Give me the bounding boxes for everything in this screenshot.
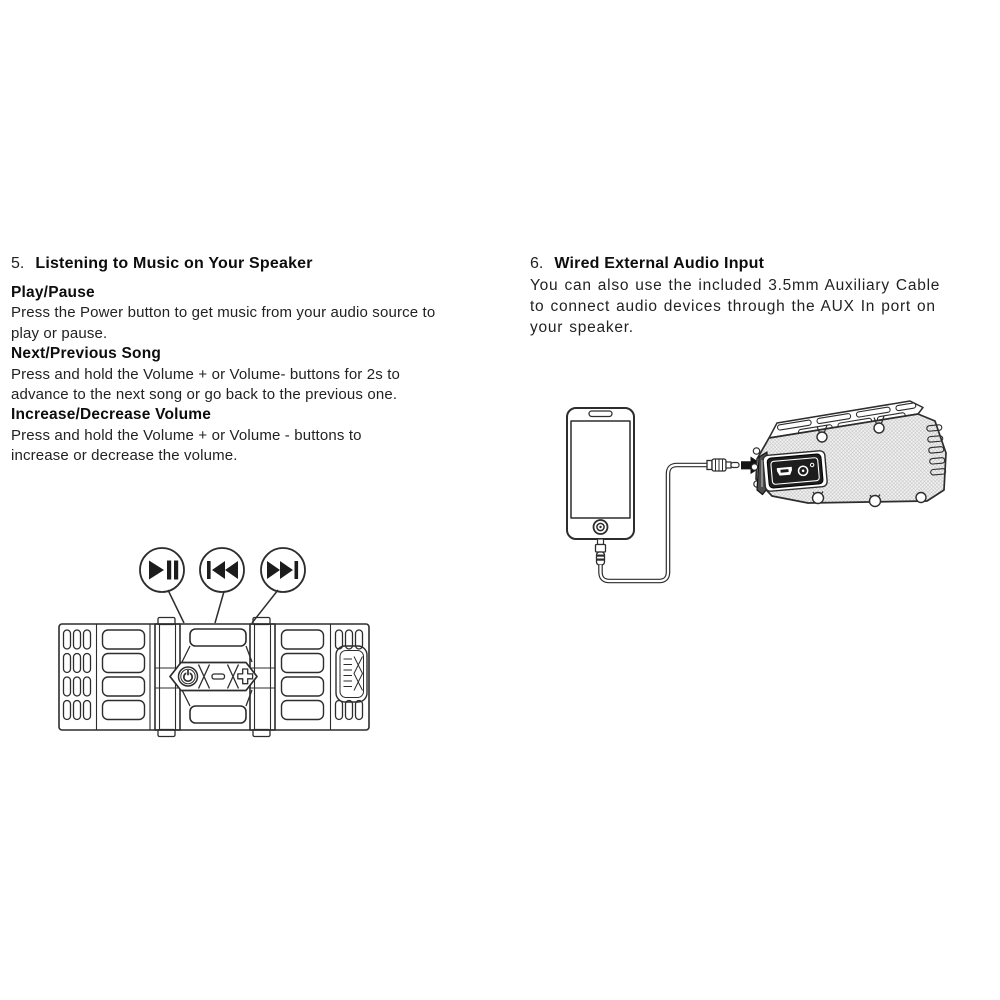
body-text-line: Press the Power button to get music from your audio source to (11, 304, 436, 322)
subheading-next-previous-song: Next/Previous Song (11, 345, 162, 363)
section-listening-to-music (11, 255, 516, 467)
speaker-top-view (59, 618, 369, 737)
phone-aux-plug (596, 539, 606, 565)
aux-connection-illustration (550, 395, 960, 610)
subheading-play-pause: Play/Pause (11, 284, 95, 301)
section-wired-audio-input (530, 255, 995, 338)
phone-earpiece (589, 411, 612, 417)
body-text-line: your speaker. (530, 319, 634, 336)
subheading-increase-decrease-volume: Increase/Decrease Volume (11, 406, 212, 424)
port-compartment (763, 450, 828, 491)
body-text-line: to connect audio devices through the AUX In port on (530, 298, 936, 315)
section-number: 5. (11, 255, 25, 272)
body-text-line: Press and hold the Volume + or Volume- buttons for 2s to (11, 365, 401, 383)
phone-screen (571, 421, 630, 518)
body-text-line: You can also use the included 3.5mm Auxiliary Cable (530, 277, 941, 294)
section-title: Wired External Audio Input (554, 255, 765, 272)
smartphone (567, 408, 634, 539)
speaker-three-quarter-view (751, 401, 946, 507)
section-heading (11, 255, 516, 273)
body-text-line: Press and hold the Volume + or Volume - buttons to (11, 426, 362, 444)
section-title: Listening to Music on Your Speaker (35, 255, 313, 272)
body-text-line: advance to the next song or go back to the previous one. (11, 386, 398, 404)
speaker-aux-plug (707, 459, 739, 471)
micro-usb-port (777, 467, 793, 476)
phone-home-button (594, 520, 608, 534)
aux-connection-drawing (550, 395, 960, 610)
body-text-line: play or pause. (11, 324, 108, 342)
body-text-line: increase or decrease the volume. (11, 447, 238, 465)
section-number: 6. (530, 255, 544, 272)
section-heading (530, 255, 995, 273)
speaker-controls-illustration (30, 540, 375, 745)
speaker-controls-drawing (30, 540, 375, 745)
